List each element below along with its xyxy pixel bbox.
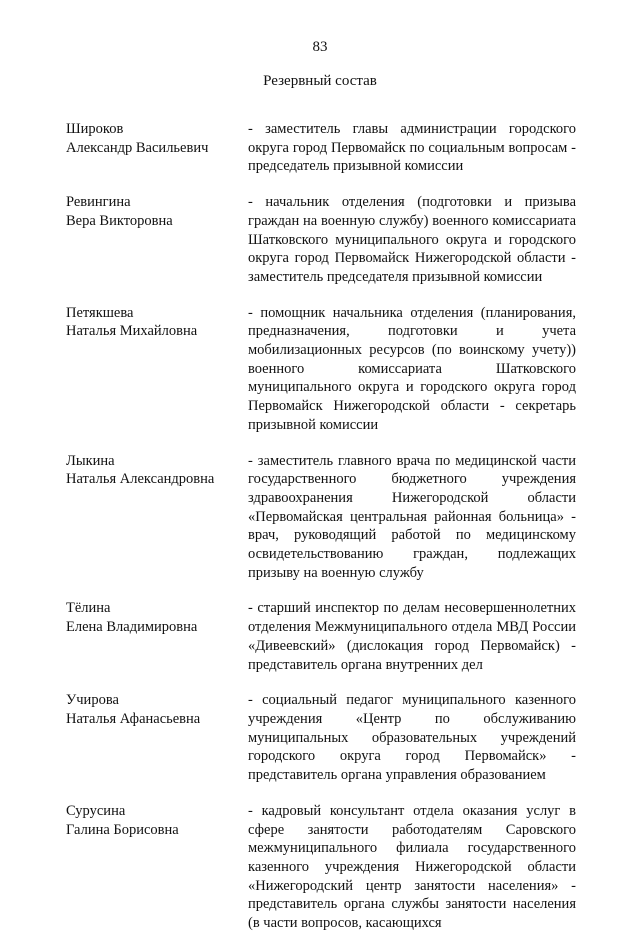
member-role: - заместитель главного врача по медицинской части государственного бюджетного учреждения здравоохранения Нижегородской области «Первомайская центральная районная больница» - врач, руководящий работой по медицинскому освидетельствованию граждан, подлежащих призыву на военную службу: [248, 452, 576, 581]
member-given-names: Наталья Александровна: [66, 471, 215, 488]
member-name: [66, 304, 248, 435]
member-name: [66, 691, 248, 785]
member-entry: [66, 193, 576, 287]
member-entry: [66, 452, 576, 583]
member-role: - начальник отделения (подготовки и призыва граждан на военную службу) военного комиссариата Шатковского муниципального округа и городского округа город Первомайск Нижегородской области - заместитель председателя призывной комиссии: [248, 194, 576, 285]
member-role: - старший инспектор по делам несовершеннолетних отделения Межмуниципального отдела МВД России «Дивеевский» (дислокация город Первомайск) - представитель органа внутренних дел: [248, 600, 576, 673]
members-list: [66, 120, 576, 950]
member-entry: [66, 120, 576, 176]
member-surname: Широков: [66, 121, 124, 137]
member-surname: Петякшева: [66, 304, 134, 321]
member-given-names: Вера Викторовна: [66, 212, 173, 229]
member-given-names: Александр Васильевич: [66, 139, 209, 156]
member-surname: Сурусина: [66, 802, 126, 819]
member-given-names: Наталья Афанасьевна: [66, 710, 201, 727]
section-title: Резервный состав: [263, 73, 377, 89]
member-name: [66, 452, 248, 583]
member-entry: [66, 691, 576, 785]
member-name: [66, 599, 248, 674]
member-role: - социальный педагог муниципального казенного учреждения «Центр по обслуживанию муниципальных образовательных учреждений городского округа город Первомайск» - представитель органа управления образованием: [248, 692, 576, 784]
member-surname: Ревингина: [66, 194, 131, 211]
member-role: - помощник начальника отделения (планирования, предназначения, подготовки и учета мобилизационных ресурсов (по воинскому учету)) военного комиссариата Шатковского муниципального округа и городского округа город Первомайск Нижегородской области - секретарь призывной комиссии: [248, 304, 576, 433]
member-given-names: Елена Владимировна: [66, 619, 198, 636]
member-given-names: Наталья Михайловна: [66, 323, 198, 340]
member-given-names: Галина Борисовна: [66, 821, 179, 838]
page-number: 83: [312, 39, 328, 55]
member-entry: [66, 304, 576, 435]
member-name: [66, 193, 248, 287]
member-entry: [66, 599, 576, 674]
member-surname: Тёлина: [66, 600, 111, 617]
member-name: [66, 120, 248, 176]
member-entry: [66, 802, 576, 933]
member-surname: Учирова: [66, 692, 119, 709]
member-name: [66, 802, 248, 933]
member-surname: Лыкина: [66, 452, 115, 469]
member-role: - кадровый консультант отдела оказания услуг в сфере занятости работодателям Саровского межмуниципального филиала государственного казенного учреждения Нижегородской области «Нижегородский центр занятости населения» - представитель органа службы занятости населения (в части вопросов, касающихся: [248, 802, 576, 932]
member-role: - заместитель главы администрации городского округа город Первомайск по социальным вопросам - председатель призывной комиссии: [248, 121, 576, 175]
